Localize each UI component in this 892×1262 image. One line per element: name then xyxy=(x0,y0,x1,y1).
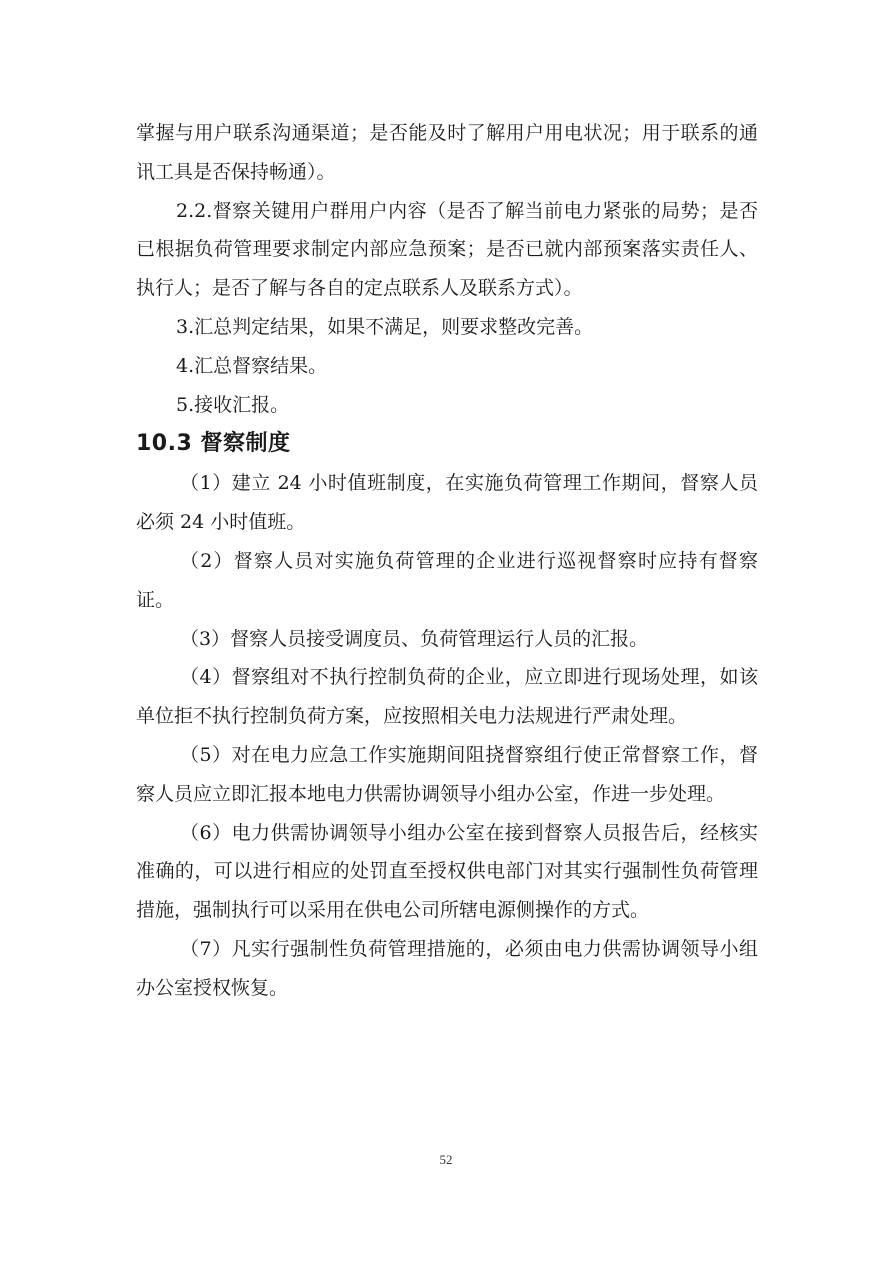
section-paragraph-5: （5）对在电力应急工作实施期间阻挠督察组行使正常督察工作，督察人员应立即汇报本地电力供需协调领导小组办公室，作进一步处理。 xyxy=(136,743,758,805)
section-paragraph-3: （3）督察人员接受调度员、负荷管理运行人员的汇报。 xyxy=(180,627,649,650)
paragraph-item-5: 5.接收汇报。 xyxy=(176,393,290,416)
page-number: 52 xyxy=(439,1152,453,1167)
paragraph-item-3: 3.汇总判定结果，如果不满足，则要求整改完善。 xyxy=(176,315,594,338)
page-body xyxy=(136,114,758,1008)
section-paragraph-1: （1）建立 24 小时值班制度，在实施负荷管理工作期间，督察人员必须 24 小时值班。 xyxy=(136,472,758,534)
paragraph-item-4: 4.汇总督察结果。 xyxy=(176,354,328,377)
paragraph-item-2-2: 2.2.督察关键用户群用户内容（是否了解当前电力紧张的局势；是否已根据负荷管理要求制定内部应急预案；是否已就内部预案落实责任人、执行人；是否了解与各自的定点联系人及联系方式）。 xyxy=(136,199,758,300)
section-paragraph-4: （4）督察组对不执行控制负荷的企业，应立即进行现场处理，如该单位拒不执行控制负荷方案，应按照相关电力法规进行严肃处理。 xyxy=(136,666,758,728)
paragraph-continuation: 掌握与用户联系沟通渠道；是否能及时了解用户用电状况；用于联系的通讯工具是否保持畅通）。 xyxy=(136,122,758,183)
section-paragraph-7: （7）凡实行强制性负荷管理措施的，必须由电力供需协调领导小组办公室授权恢复。 xyxy=(136,937,758,999)
section-paragraph-2: （2）督察人员对实施负荷管理的企业进行巡视督察时应持有督察证。 xyxy=(136,549,758,611)
section-paragraph-6: （6）电力供需协调领导小组办公室在接到督察人员报告后，经核实准确的，可以进行相应的处罚直至授权供电部门对其实行强制性负荷管理措施，强制执行可以采用在供电公司所辖电源侧操作的方式。 xyxy=(136,821,758,922)
section-heading: 10.3 督察制度 xyxy=(136,431,291,457)
